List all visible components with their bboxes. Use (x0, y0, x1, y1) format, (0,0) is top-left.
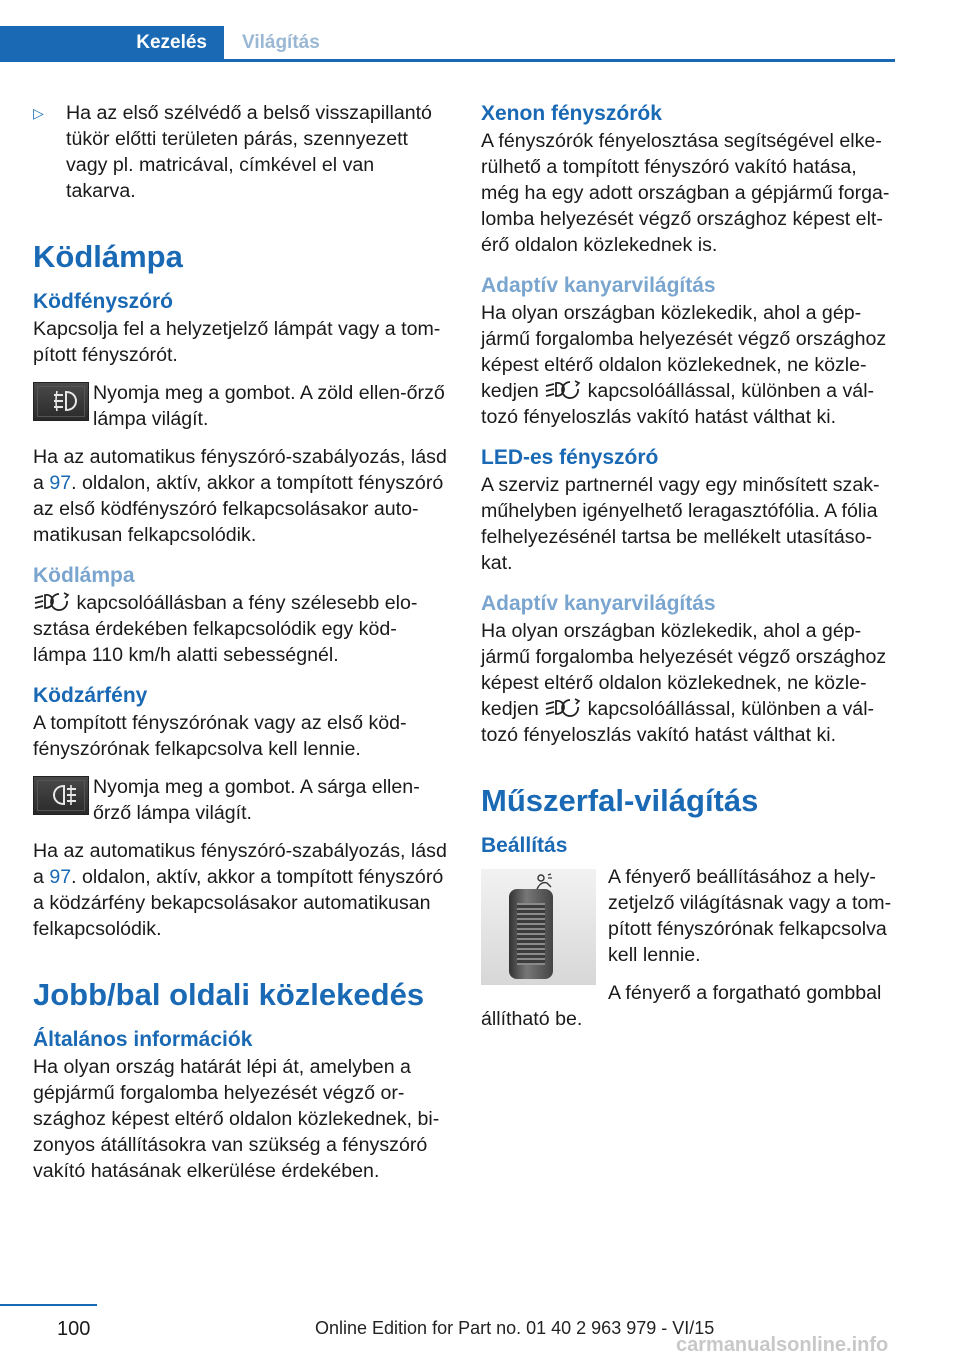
heading-xenon: Xenon fényszórók (481, 102, 662, 125)
paragraph-rear-fog: A tompított fényszórónak vagy az első köd-fényszórónak felkapcsolva kell lennie. (33, 712, 407, 760)
footer-rule (0, 1304, 97, 1306)
heading-setting: Beállítás (481, 834, 568, 857)
text: kapcsolóállásban a fény szélesebb elo-sztása érdekében felkapcsolódik egy köd-lámpa 110 km/h alatti sebességnél. (33, 592, 418, 666)
paragraph-setting-1: A fényerő beállításához a hely-zetjelző világításnak vagy a tom-pított fényszórónak felkapcsolva kell lennie. (608, 866, 892, 966)
paragraph-xenon: A fényszórók fényelosztása segítségével elke-rülhető a tompított fényszóró vakító hatása, még ha egy adott országban a gépjármű forga-lomba helyezését végző országhoz képest elt-érő oldalon közlekednek is. (481, 130, 890, 256)
thumbwheel (509, 889, 553, 979)
heading-general-info: Általános információk (33, 1028, 253, 1051)
button-instruction-text: Nyomja meg a gombot. A zöld ellen-őrző lámpa világít. (93, 382, 445, 430)
paragraph-general-info: Ha olyan ország határát lépi át, amelyben a gépjármű forgalomba helyezését végző or-szághoz képest eltérő oldalon közlekednek, bi-zonyos átállításokra van szükség a fényszóró vakító hatásának elkerülése érdekében. (33, 1056, 440, 1182)
heading-adaptive-1: Adaptív kanyarvilágítás (481, 274, 716, 297)
brightness-dial-image (481, 869, 596, 985)
paragraph-fog-lamp-2 (33, 590, 449, 668)
heading-rear-fog: Ködzárfény (33, 684, 148, 707)
paragraph-auto-headlight-2 (33, 838, 449, 942)
button-instruction-rear (33, 774, 449, 826)
setting-block (481, 864, 895, 1032)
bullet-text: Ha az első szélvédő a belső visszapillantó tükör előtti területen párás, szennyezett vagy pl. matricával, címkével el van takarva. (66, 102, 432, 202)
heading-adaptive-2: Adaptív kanyarvilágítás (481, 592, 716, 615)
heading-front-fog: Ködfényszóró (33, 290, 174, 313)
section-tab-active[interactable] (0, 26, 224, 60)
paragraph-led: A szerviz partnernél vagy egy minősített szak-műhelyben igényelhető leragasztófólia. A fólia felhelyezésénél tartsa be mellékelt utasításo-kat. (481, 474, 880, 574)
instrument-light-icon (535, 873, 555, 891)
paragraph-auto-headlight-1 (33, 444, 449, 548)
heading-led: LED-es fényszóró (481, 446, 659, 469)
button-instruction-text: Nyomja meg a gombot. A sárga ellen-őrző lámpa világít. (93, 776, 420, 824)
page-link[interactable]: 97 (49, 472, 72, 494)
text: Ha olyan országban közlekedik, ahol a gép-jármű forgalomba helyezését végző országhoz képest eltérő oldalon közlekednek, ne közle-kedjen (481, 302, 887, 402)
page-link[interactable]: 97 (49, 866, 72, 888)
heading-traffic-side: Jobb/bal oldali közlekedés (33, 977, 425, 1012)
heading-fog-lamp-2: Ködlámpa (33, 564, 135, 587)
auto-light-switch-icon (544, 697, 582, 719)
section-tab-label: Kezelés (136, 32, 207, 53)
paragraph-front-fog: Kapcsolja fel a helyzetjelző lámpát vagy a tom-pított fényszórót. (33, 318, 441, 366)
text: Ha az automatikus fényszóró-szabályozás, lásd a (33, 840, 447, 888)
heading-fog-lamp: Ködlámpa (33, 239, 183, 274)
paragraph-setting-2: A fényerő a forgatható gombbal állítható be. (481, 982, 882, 1030)
auto-light-switch-icon (33, 591, 71, 613)
rear-fog-lamp-icon (52, 783, 78, 807)
auto-light-switch-icon (544, 379, 582, 401)
text: kapcsolóállással, különben a vál-tozó fényeloszlás vakító hatást válthat ki. (481, 380, 875, 428)
page-header (0, 26, 895, 62)
text: Ha az automatikus fényszóró-szabályozás, lásd a (33, 446, 447, 494)
header-rule (0, 59, 895, 62)
text: . oldalon, aktív, akkor a tompított fényszóró az első ködfényszóró felkapcsolásakor auto-matikusan felkapcsolódik. (33, 472, 444, 546)
text: . oldalon, aktív, akkor a tompított fényszóró a ködzárfény bekapcsolásakor automatikusan felkapcsolódik. (33, 866, 444, 940)
watermark: carmanualsonline.info (676, 1334, 889, 1356)
right-column (481, 100, 895, 1044)
triangle-bullet-icon: ▷ (33, 105, 44, 121)
heading-instrument-lighting: Műszerfal-világítás (481, 783, 759, 818)
paragraph-adaptive-1 (481, 300, 895, 430)
text: Ha olyan országban közlekedik, ahol a gép-jármű forgalomba helyezését végző országhoz képest eltérő oldalon közlekednek, ne közle-kedjen (481, 620, 887, 720)
edition-text: Online Edition for Part no. 01 40 2 963 979 - VI/15 (315, 1318, 715, 1338)
front-fog-button-image (33, 382, 89, 421)
front-fog-lamp-icon (52, 389, 78, 413)
text: kapcsolóállással, különben a vál-tozó fényeloszlás vakító hatást válthat ki. (481, 698, 875, 746)
rear-fog-button-image (33, 776, 89, 815)
section-tab-inactive[interactable] (224, 26, 320, 60)
bullet-item (33, 100, 449, 204)
section-tab-label: Világítás (242, 32, 320, 53)
button-instruction-front (33, 380, 449, 432)
left-column (33, 100, 449, 1196)
page-number: 100 (57, 1318, 91, 1340)
paragraph-adaptive-2 (481, 618, 895, 748)
